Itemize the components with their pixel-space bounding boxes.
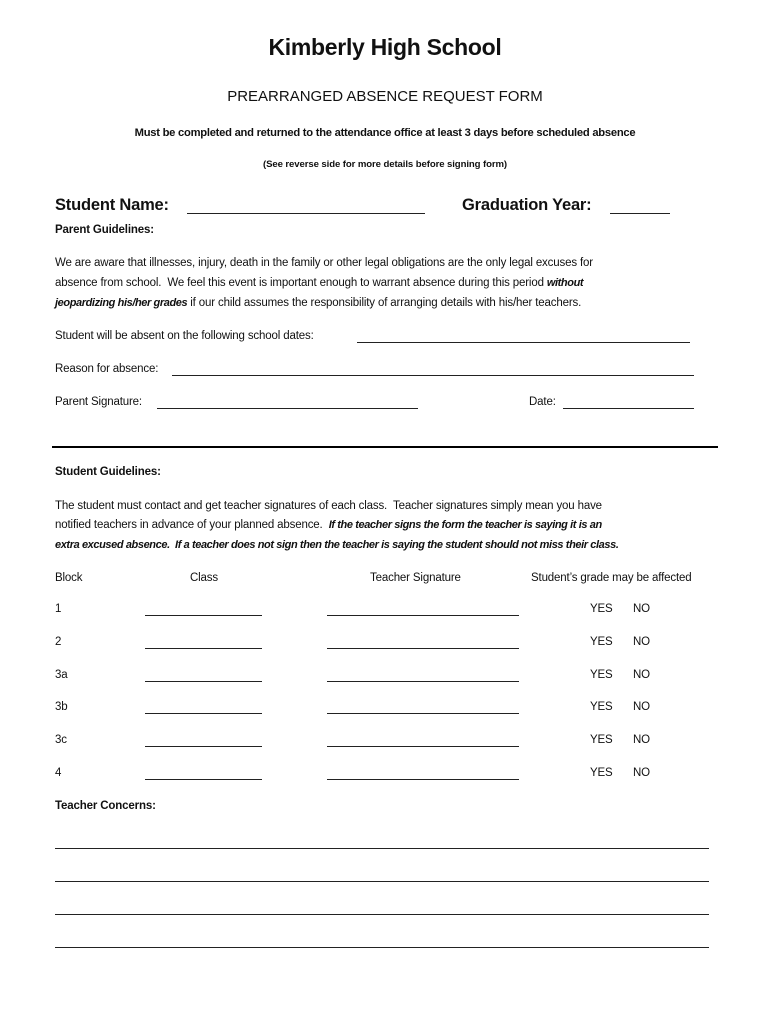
- row-class-field[interactable]: [145, 669, 262, 682]
- parent-guidelines-line: [55, 275, 583, 291]
- parent-guidelines-line: [55, 295, 581, 311]
- row-teacher-signature-field[interactable]: [327, 603, 519, 616]
- student-name-field[interactable]: [187, 199, 425, 214]
- form-title: PREARRANGED ABSENCE REQUEST FORM: [227, 88, 543, 105]
- student-name-label: Student Name:: [55, 196, 169, 214]
- teacher-concerns-line[interactable]: [55, 836, 709, 849]
- table-row: [0, 601, 770, 617]
- parent-guidelines-text: if our child assumes the responsibility of arranging details with his/her teachers.: [187, 297, 582, 309]
- teacher-concerns-line[interactable]: [55, 935, 709, 948]
- student-guidelines-line: [55, 517, 602, 533]
- graduation-year-label: Graduation Year:: [462, 196, 592, 214]
- row-no-option[interactable]: NO: [633, 669, 650, 681]
- parent-guidelines-emphasis: jeopardizing his/her grades: [55, 297, 188, 309]
- row-class-field[interactable]: [145, 734, 262, 747]
- student-guidelines-heading: Student Guidelines:: [55, 466, 161, 478]
- parent-signature-label: Parent Signature:: [55, 396, 142, 408]
- row-yes-option[interactable]: YES: [590, 734, 613, 746]
- school-title: Kimberly High School: [268, 34, 502, 60]
- row-no-option[interactable]: NO: [633, 701, 650, 713]
- row-block-label: 3a: [55, 669, 68, 681]
- row-teacher-signature-field[interactable]: [327, 701, 519, 714]
- row-teacher-signature-field[interactable]: [327, 669, 519, 682]
- parent-guidelines-emphasis: without: [546, 277, 584, 289]
- student-guidelines-text: notified teachers in advance of your planned absence.: [55, 519, 329, 531]
- reason-label: Reason for absence:: [55, 363, 159, 375]
- row-class-field[interactable]: [145, 603, 262, 616]
- row-yes-option[interactable]: YES: [590, 636, 613, 648]
- student-guidelines-emphasis: extra excused absence. If a teacher does not sign then the teacher is saying the student should not miss their class.: [55, 539, 619, 551]
- section-divider: [52, 446, 718, 448]
- date-label: Date:: [529, 396, 556, 408]
- row-yes-option[interactable]: YES: [590, 701, 613, 713]
- row-class-field[interactable]: [145, 636, 262, 649]
- date-field[interactable]: [563, 396, 694, 409]
- row-block-label: 1: [55, 603, 62, 615]
- table-row: [0, 634, 770, 650]
- row-block-label: 3c: [55, 734, 67, 746]
- table-row: [0, 765, 770, 781]
- row-no-option[interactable]: NO: [633, 603, 650, 615]
- student-guidelines-line: [55, 537, 618, 553]
- row-no-option[interactable]: NO: [633, 734, 650, 746]
- instruction-text: Must be completed and returned to the attendance office at least 3 days before scheduled absence: [134, 127, 636, 139]
- row-yes-option[interactable]: YES: [590, 603, 613, 615]
- table-header-class: Class: [190, 572, 219, 584]
- row-teacher-signature-field[interactable]: [327, 636, 519, 649]
- row-no-option[interactable]: NO: [633, 767, 650, 779]
- table-header-signature: Teacher Signature: [370, 572, 461, 584]
- teacher-concerns-heading: Teacher Concerns:: [55, 800, 156, 812]
- teacher-concerns-line[interactable]: [55, 869, 709, 882]
- reason-field[interactable]: [172, 363, 694, 376]
- parent-guidelines-text: absence from school. We feel this event is important enough to warrant absence during this period: [55, 277, 547, 289]
- row-class-field[interactable]: [145, 701, 262, 714]
- reverse-side-note: (See reverse side for more details before signing form): [262, 159, 507, 170]
- row-yes-option[interactable]: YES: [590, 767, 613, 779]
- row-teacher-signature-field[interactable]: [327, 734, 519, 747]
- table-row: [0, 732, 770, 748]
- row-no-option[interactable]: NO: [633, 636, 650, 648]
- graduation-year-field[interactable]: [610, 199, 670, 214]
- student-guidelines-emphasis: If the teacher signs the form the teacher is saying it is an: [328, 519, 602, 531]
- table-row: [0, 667, 770, 683]
- row-block-label: 4: [55, 767, 62, 779]
- teacher-concerns-line[interactable]: [55, 902, 709, 915]
- table-row: [0, 699, 770, 715]
- row-yes-option[interactable]: YES: [590, 669, 613, 681]
- table-header-block: Block: [55, 572, 83, 584]
- parent-guidelines-line: We are aware that illnesses, injury, death in the family or other legal obligations are the only legal excuses for: [55, 257, 593, 269]
- absent-dates-label: Student will be absent on the following school dates:: [55, 330, 314, 342]
- row-teacher-signature-field[interactable]: [327, 767, 519, 780]
- row-class-field[interactable]: [145, 767, 262, 780]
- row-block-label: 2: [55, 636, 62, 648]
- absent-dates-field[interactable]: [357, 330, 690, 343]
- row-block-label: 3b: [55, 701, 68, 713]
- student-guidelines-line: The student must contact and get teacher signatures of each class. Teacher signatures simply mean you have: [55, 500, 602, 512]
- parent-guidelines-heading: Parent Guidelines:: [55, 224, 154, 236]
- table-header-grade: Student’s grade may be affected: [531, 572, 692, 584]
- parent-signature-field[interactable]: [157, 396, 418, 409]
